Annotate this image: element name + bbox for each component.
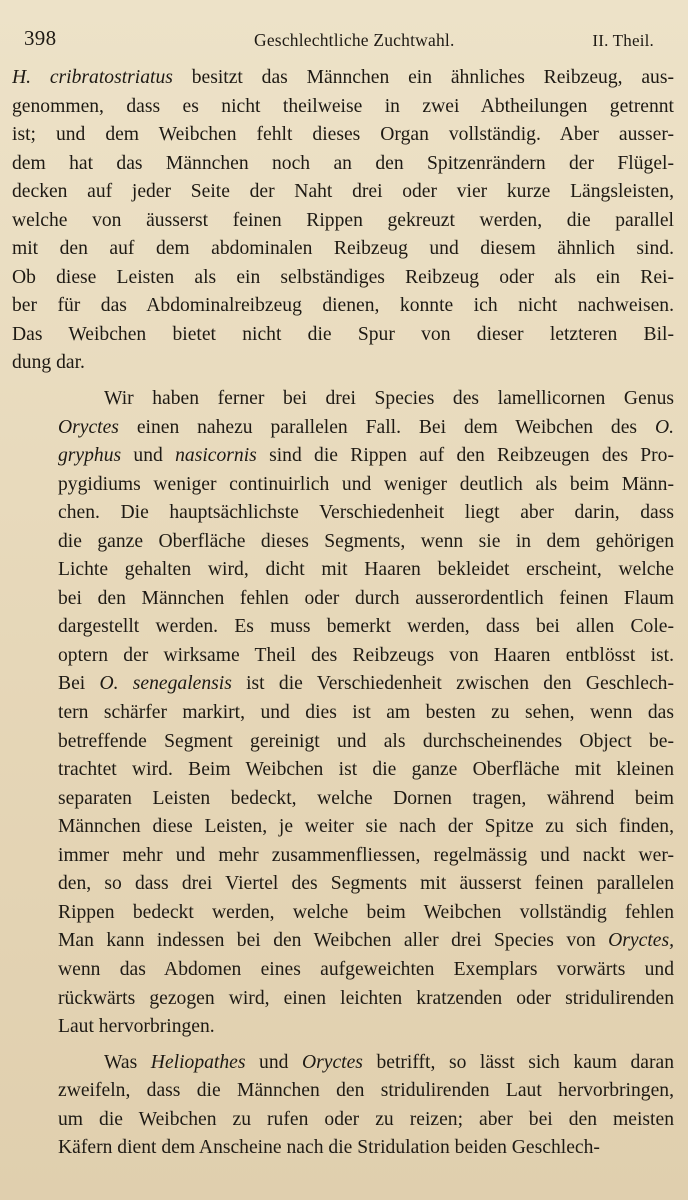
text-run: trachtet wird. Beim Weibchen ist die ganze Oberfläche mit kleinen (58, 759, 674, 781)
text-run: dung dar. (12, 352, 85, 374)
text-run: Bei (58, 673, 100, 695)
text-line (12, 264, 674, 293)
text-run: Das Weibchen bietet nicht die Spur von dieser letzteren Bil- (12, 323, 674, 345)
text-run: Was (104, 1051, 151, 1073)
text-line (12, 1049, 674, 1078)
italic-text: Oryctes (301, 1051, 363, 1073)
text-run: Wir haben ferner bei drei Species des lamellicornen Genus (104, 388, 674, 410)
text-line (12, 93, 674, 122)
text-run: dem hat das Männchen noch an den Spitzenrändern der Flügel- (12, 152, 674, 174)
text-run: Lichte gehalten wird, dicht mit Haaren bekleidet erscheint, welche (58, 559, 674, 581)
italic-text: Oryctes, (608, 930, 674, 952)
text-line (12, 1106, 674, 1135)
text-run: besitzt das Männchen ein ähnliches Reibzeug, aus- (172, 67, 674, 88)
italic-text: gryphus (58, 445, 122, 467)
text-run: und (245, 1051, 302, 1073)
text-run: immer mehr und mehr zusammenfliessen, regelmässig und nackt wer- (58, 844, 674, 866)
paragraph-gap (12, 378, 674, 385)
italic-text: H. cribratostriatus (12, 67, 173, 88)
text-line (12, 499, 674, 528)
text-run: betrifft, so lässt sich kaum daran (362, 1051, 674, 1073)
paragraph (12, 385, 674, 1042)
text-run: betreffende Segment gereinigt und als durchscheinendes Object be- (58, 730, 674, 752)
text-run: wenn das Abdomen eines aufgeweichten Exemplars vorwärts und (58, 958, 674, 980)
text-run: Rippen bedeckt werden, welche beim Weibchen vollständig fehlen (58, 901, 674, 923)
text-line (12, 292, 674, 321)
running-title: Geschlechtliche Zuchtwahl. (254, 30, 455, 50)
text-line (12, 670, 674, 699)
text-run: Käfern dient dem Anscheine nach die Stridulation beiden Geschlech- (58, 1137, 600, 1159)
italic-text: nasicornis (175, 445, 257, 467)
text-line (12, 613, 674, 642)
text-run: pygidiums weniger continuirlich und weniger deutlich als beim Männ- (58, 473, 674, 495)
text-line (12, 1013, 674, 1042)
text-run: chen. Die hauptsächlichste Verschiedenheit liegt aber darin, dass (58, 502, 674, 524)
text-line (12, 235, 674, 264)
paragraph (12, 64, 674, 378)
text-line (12, 870, 674, 899)
text-line (12, 756, 674, 785)
text-line (12, 471, 674, 500)
text-line (12, 121, 674, 150)
text-run: tern schärfer markirt, und dies ist am besten zu sehen, wenn das (58, 702, 674, 724)
text-line (12, 1077, 674, 1106)
text-line (12, 956, 674, 985)
text-line (12, 927, 674, 956)
text-line (12, 728, 674, 757)
text-line (12, 207, 674, 236)
part-label: II. Theil. (592, 31, 654, 50)
text-line (12, 178, 674, 207)
text-run: ber für das Abdominalreibzeug dienen, konnte ich nicht nachweisen. (12, 295, 674, 317)
text-run: welche von äusserst feinen Rippen gekreuzt werden, die parallel (12, 209, 674, 231)
text-run: bei den Männchen fehlen oder durch ausserordentlich feinen Flaum (58, 587, 674, 609)
text-run: den, so dass drei Viertel des Segments mit äusserst feinen parallelen (58, 873, 674, 895)
text-line (12, 349, 674, 378)
text-run: um die Weibchen zu rufen oder zu reizen; aber bei den meisten (58, 1108, 674, 1130)
text-run: und (121, 445, 176, 467)
italic-text: O. senegalensis (99, 673, 232, 695)
text-line (12, 1134, 674, 1163)
text-line (12, 556, 674, 585)
text-run: ist die Verschiedenheit zwischen den Geschlech- (231, 673, 674, 695)
text-line (12, 585, 674, 614)
paragraph-gap (12, 1042, 674, 1049)
text-run: ist; und dem Weibchen fehlt dieses Organ vollständig. Aber ausser- (12, 124, 674, 146)
text-run: separaten Leisten bedeckt, welche Dornen tragen, während beim (58, 787, 674, 809)
text-line (12, 642, 674, 671)
italic-text: O. (654, 416, 674, 438)
text-run: zweifeln, dass die Männchen den stridulirenden Laut hervorbringen, (58, 1080, 674, 1102)
text-line (12, 985, 674, 1014)
text-line (12, 699, 674, 728)
text-line (12, 64, 674, 93)
text-run: genommen, dass es nicht theilweise in zwei Abtheilungen getrennt (12, 95, 674, 117)
text-run: sind die Rippen auf den Reibzeugen des Pro- (256, 445, 674, 467)
italic-text: Heliopathes (150, 1051, 246, 1073)
text-run: optern der wirksame Theil des Reibzeugs von Haaren entblösst ist. (58, 644, 674, 666)
text-run: rückwärts gezogen wird, einen leichten kratzenden oder stridulirenden (58, 987, 674, 1009)
text-line (12, 385, 674, 414)
page-number: 398 (24, 26, 57, 50)
text-run: decken auf jeder Seite der Naht drei oder vier kurze Längsleisten, (12, 181, 674, 203)
paragraph (12, 1049, 674, 1163)
text-line (12, 813, 674, 842)
italic-text: Oryctes (58, 416, 119, 438)
running-head (12, 0, 674, 64)
text-line (12, 414, 674, 443)
text-run: dargestellt werden. Es muss bemerkt werden, dass bei allen Cole- (58, 616, 674, 638)
text-line (12, 899, 674, 928)
text-line (12, 442, 674, 471)
text-line (12, 785, 674, 814)
text-line (12, 528, 674, 557)
text-line (12, 150, 674, 179)
text-run: Man kann indessen bei den Weibchen aller drei Species von (58, 930, 609, 952)
text-run: Ob diese Leisten als ein selbständiges Reibzeug oder als ein Rei- (12, 266, 674, 288)
text-run: Männchen diese Leisten, je weiter sie nach der Spitze zu sich finden, (58, 816, 674, 838)
body-text (12, 64, 674, 1163)
text-run: Laut hervorbringen. (58, 1016, 215, 1038)
text-run: die ganze Oberfläche dieses Segments, wenn sie in dem gehörigen (58, 530, 674, 552)
text-line (12, 321, 674, 350)
text-line (12, 842, 674, 871)
text-run: mit den auf dem abdominalen Reibzeug und diesem ähnlich sind. (12, 238, 674, 260)
text-run: einen nahezu parallelen Fall. Bei dem Weibchen des (118, 416, 655, 438)
